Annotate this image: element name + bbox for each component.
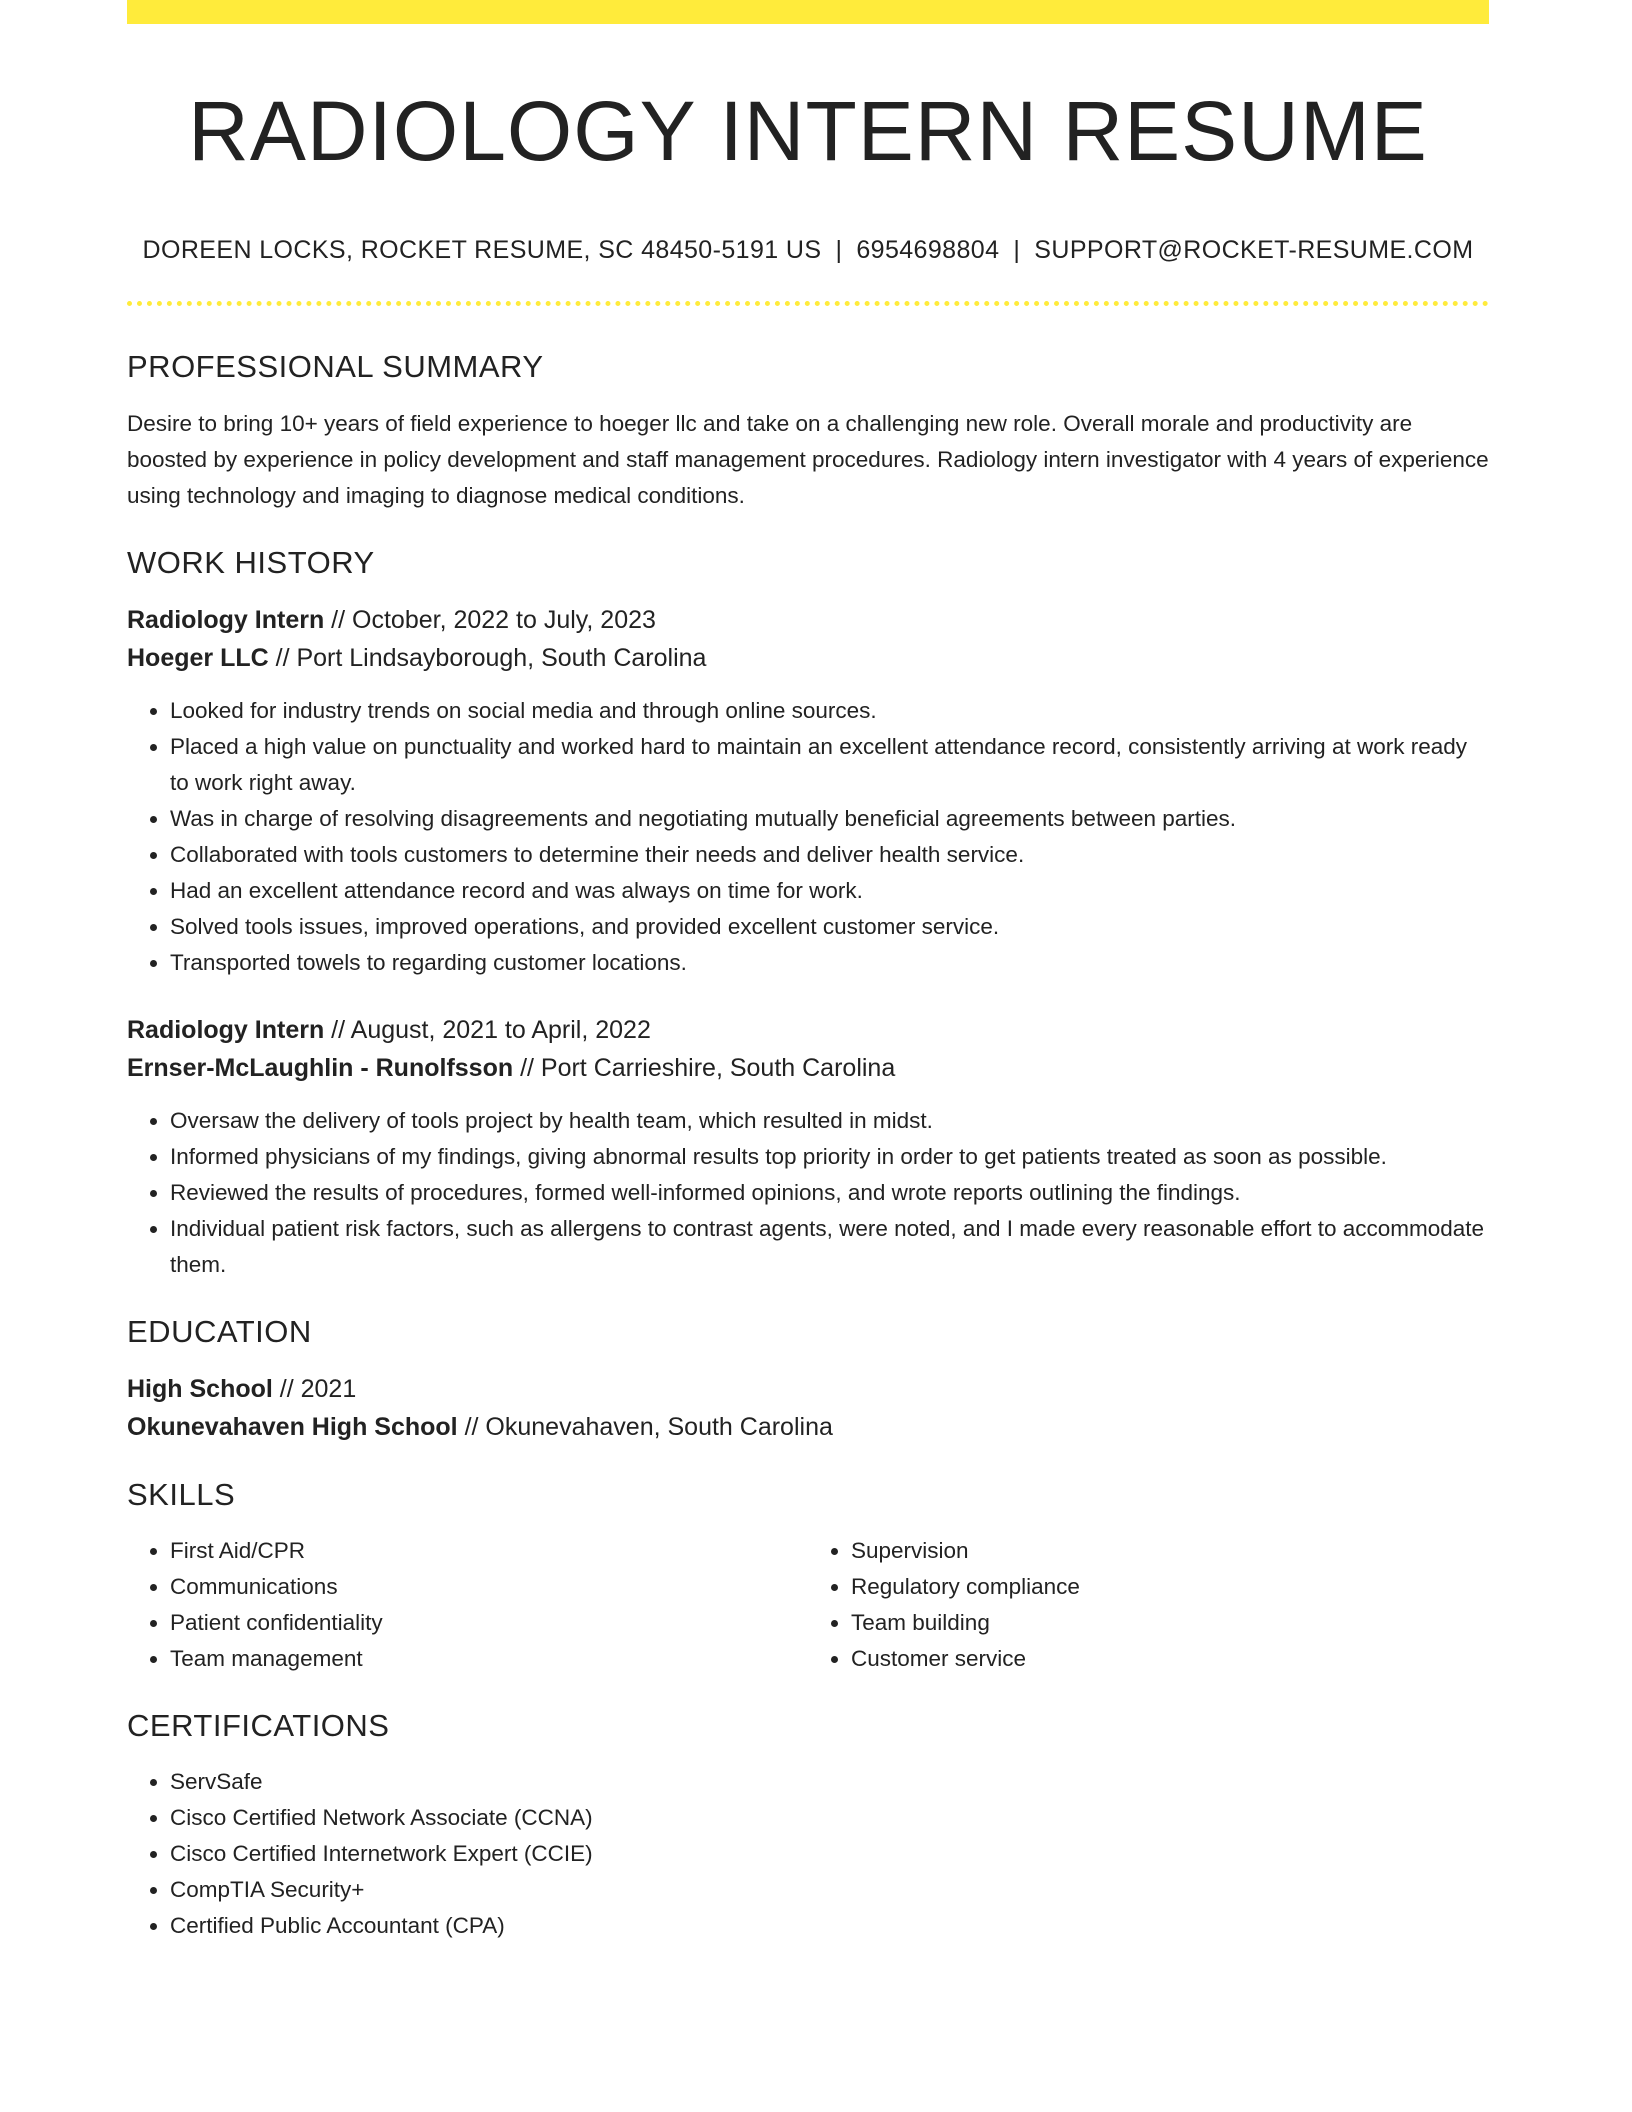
list-item: • Individual patient risk factors, such as allergens to contrast agents, were noted, and I made every reasonable effort to accommodate them. bbox=[170, 1211, 1489, 1283]
job-dates: // October, 2022 to July, 2023 bbox=[324, 605, 656, 634]
job-company-line bbox=[127, 1049, 1489, 1087]
job-entry bbox=[127, 1011, 1489, 1283]
job-entry bbox=[127, 601, 1489, 981]
education-degree: High School bbox=[127, 1374, 273, 1403]
job-bullets bbox=[127, 1103, 1489, 1283]
summary-text: Desire to bring 10+ years of field experience to hoeger llc and take on a challenging new role. Overall morale and productivity are boosted by experience in policy development and staff management procedures. Radiology intern investigator with 4 years of experience using technology and imaging to diagnose medical conditions. bbox=[127, 410, 1489, 508]
list-item: • Had an excellent attendance record and was always on time for work. bbox=[170, 873, 1489, 909]
work-history-heading: WORK HISTORY bbox=[127, 544, 375, 580]
list-item: • Supervision bbox=[851, 1533, 1489, 1569]
contact-email: SUPPORT@ROCKET-RESUME.COM bbox=[1034, 236, 1474, 265]
resume-title: RADIOLOGY INTERN RESUME bbox=[188, 84, 1428, 178]
job-title: Radiology Intern bbox=[127, 605, 325, 634]
list-item: • Informed physicians of my findings, giving abnormal results top priority in order to get patients treated as soon as possible. bbox=[170, 1139, 1489, 1175]
job-location: // Port Lindsayborough, South Carolina bbox=[268, 643, 707, 672]
contact-separator: | bbox=[1013, 236, 1021, 265]
job-dates: // August, 2021 to April, 2022 bbox=[324, 1015, 651, 1044]
list-item: • CompTIA Security+ bbox=[170, 1872, 1489, 1908]
contact-phone: 6954698804 bbox=[856, 236, 1000, 265]
certifications-heading: CERTIFICATIONS bbox=[127, 1708, 390, 1744]
contact-separator: | bbox=[835, 236, 843, 265]
job-bullets bbox=[127, 693, 1489, 981]
list-item: • Patient confidentiality bbox=[170, 1605, 808, 1641]
list-item: • Customer service bbox=[851, 1641, 1489, 1677]
job-location: // Port Carrieshire, South Carolina bbox=[513, 1053, 896, 1082]
list-item: • Oversaw the delivery of tools project by health team, which resulted in midst. bbox=[170, 1103, 1489, 1139]
education-degree-line bbox=[127, 1370, 1489, 1408]
list-item: • Regulatory compliance bbox=[851, 1569, 1489, 1605]
list-item: • Cisco Certified Network Associate (CCNA) bbox=[170, 1800, 1489, 1836]
contact-address: DOREEN LOCKS, ROCKET RESUME, SC 48450-5191 US bbox=[142, 236, 822, 265]
job-company: Hoeger LLC bbox=[127, 643, 269, 672]
summary-heading: PROFESSIONAL SUMMARY bbox=[127, 349, 544, 385]
education-year: // 2021 bbox=[272, 1374, 357, 1403]
education-entry bbox=[127, 1370, 1489, 1446]
job-title-line bbox=[127, 1011, 1489, 1049]
skills-list-right bbox=[808, 1533, 1489, 1677]
list-item: • First Aid/CPR bbox=[170, 1533, 808, 1569]
job-company: Ernser-McLaughlin - Runolfsson bbox=[127, 1053, 514, 1082]
list-item: • Cisco Certified Internetwork Expert (CCIE) bbox=[170, 1836, 1489, 1872]
skills-list-left bbox=[127, 1533, 808, 1677]
list-item: • Reviewed the results of procedures, formed well-informed opinions, and wrote reports outlining the findings. bbox=[170, 1175, 1489, 1211]
list-item: • Placed a high value on punctuality and worked hard to maintain an excellent attendance record, consistently arriving at work ready to work right away. bbox=[170, 729, 1489, 801]
job-title-line bbox=[127, 601, 1489, 639]
certifications-list bbox=[127, 1764, 1489, 1944]
list-item: • Looked for industry trends on social media and through online sources. bbox=[170, 693, 1489, 729]
skills-heading: SKILLS bbox=[127, 1476, 236, 1512]
list-item: • Collaborated with tools customers to determine their needs and deliver health service. bbox=[170, 837, 1489, 873]
list-item: • Transported towels to regarding customer locations. bbox=[170, 945, 1489, 981]
accent-bar bbox=[127, 0, 1489, 24]
list-item: • Certified Public Accountant (CPA) bbox=[170, 1908, 1489, 1944]
education-school-line bbox=[127, 1408, 1489, 1446]
list-item: • Solved tools issues, improved operations, and provided excellent customer service. bbox=[170, 909, 1489, 945]
resume-page bbox=[127, 0, 1489, 1944]
education-school: Okunevahaven High School bbox=[127, 1412, 458, 1441]
list-item: • Team management bbox=[170, 1641, 808, 1677]
header-divider bbox=[127, 301, 1489, 306]
job-company-line bbox=[127, 639, 1489, 677]
contact-info bbox=[127, 235, 1489, 265]
education-location: // Okunevahaven, South Carolina bbox=[457, 1412, 833, 1441]
education-heading: EDUCATION bbox=[127, 1313, 312, 1349]
list-item: • Team building bbox=[851, 1605, 1489, 1641]
job-title: Radiology Intern bbox=[127, 1015, 325, 1044]
list-item: • Communications bbox=[170, 1569, 808, 1605]
list-item: • ServSafe bbox=[170, 1764, 1489, 1800]
skills-columns bbox=[127, 1533, 1489, 1677]
list-item: • Was in charge of resolving disagreements and negotiating mutually beneficial agreements between parties. bbox=[170, 801, 1489, 837]
